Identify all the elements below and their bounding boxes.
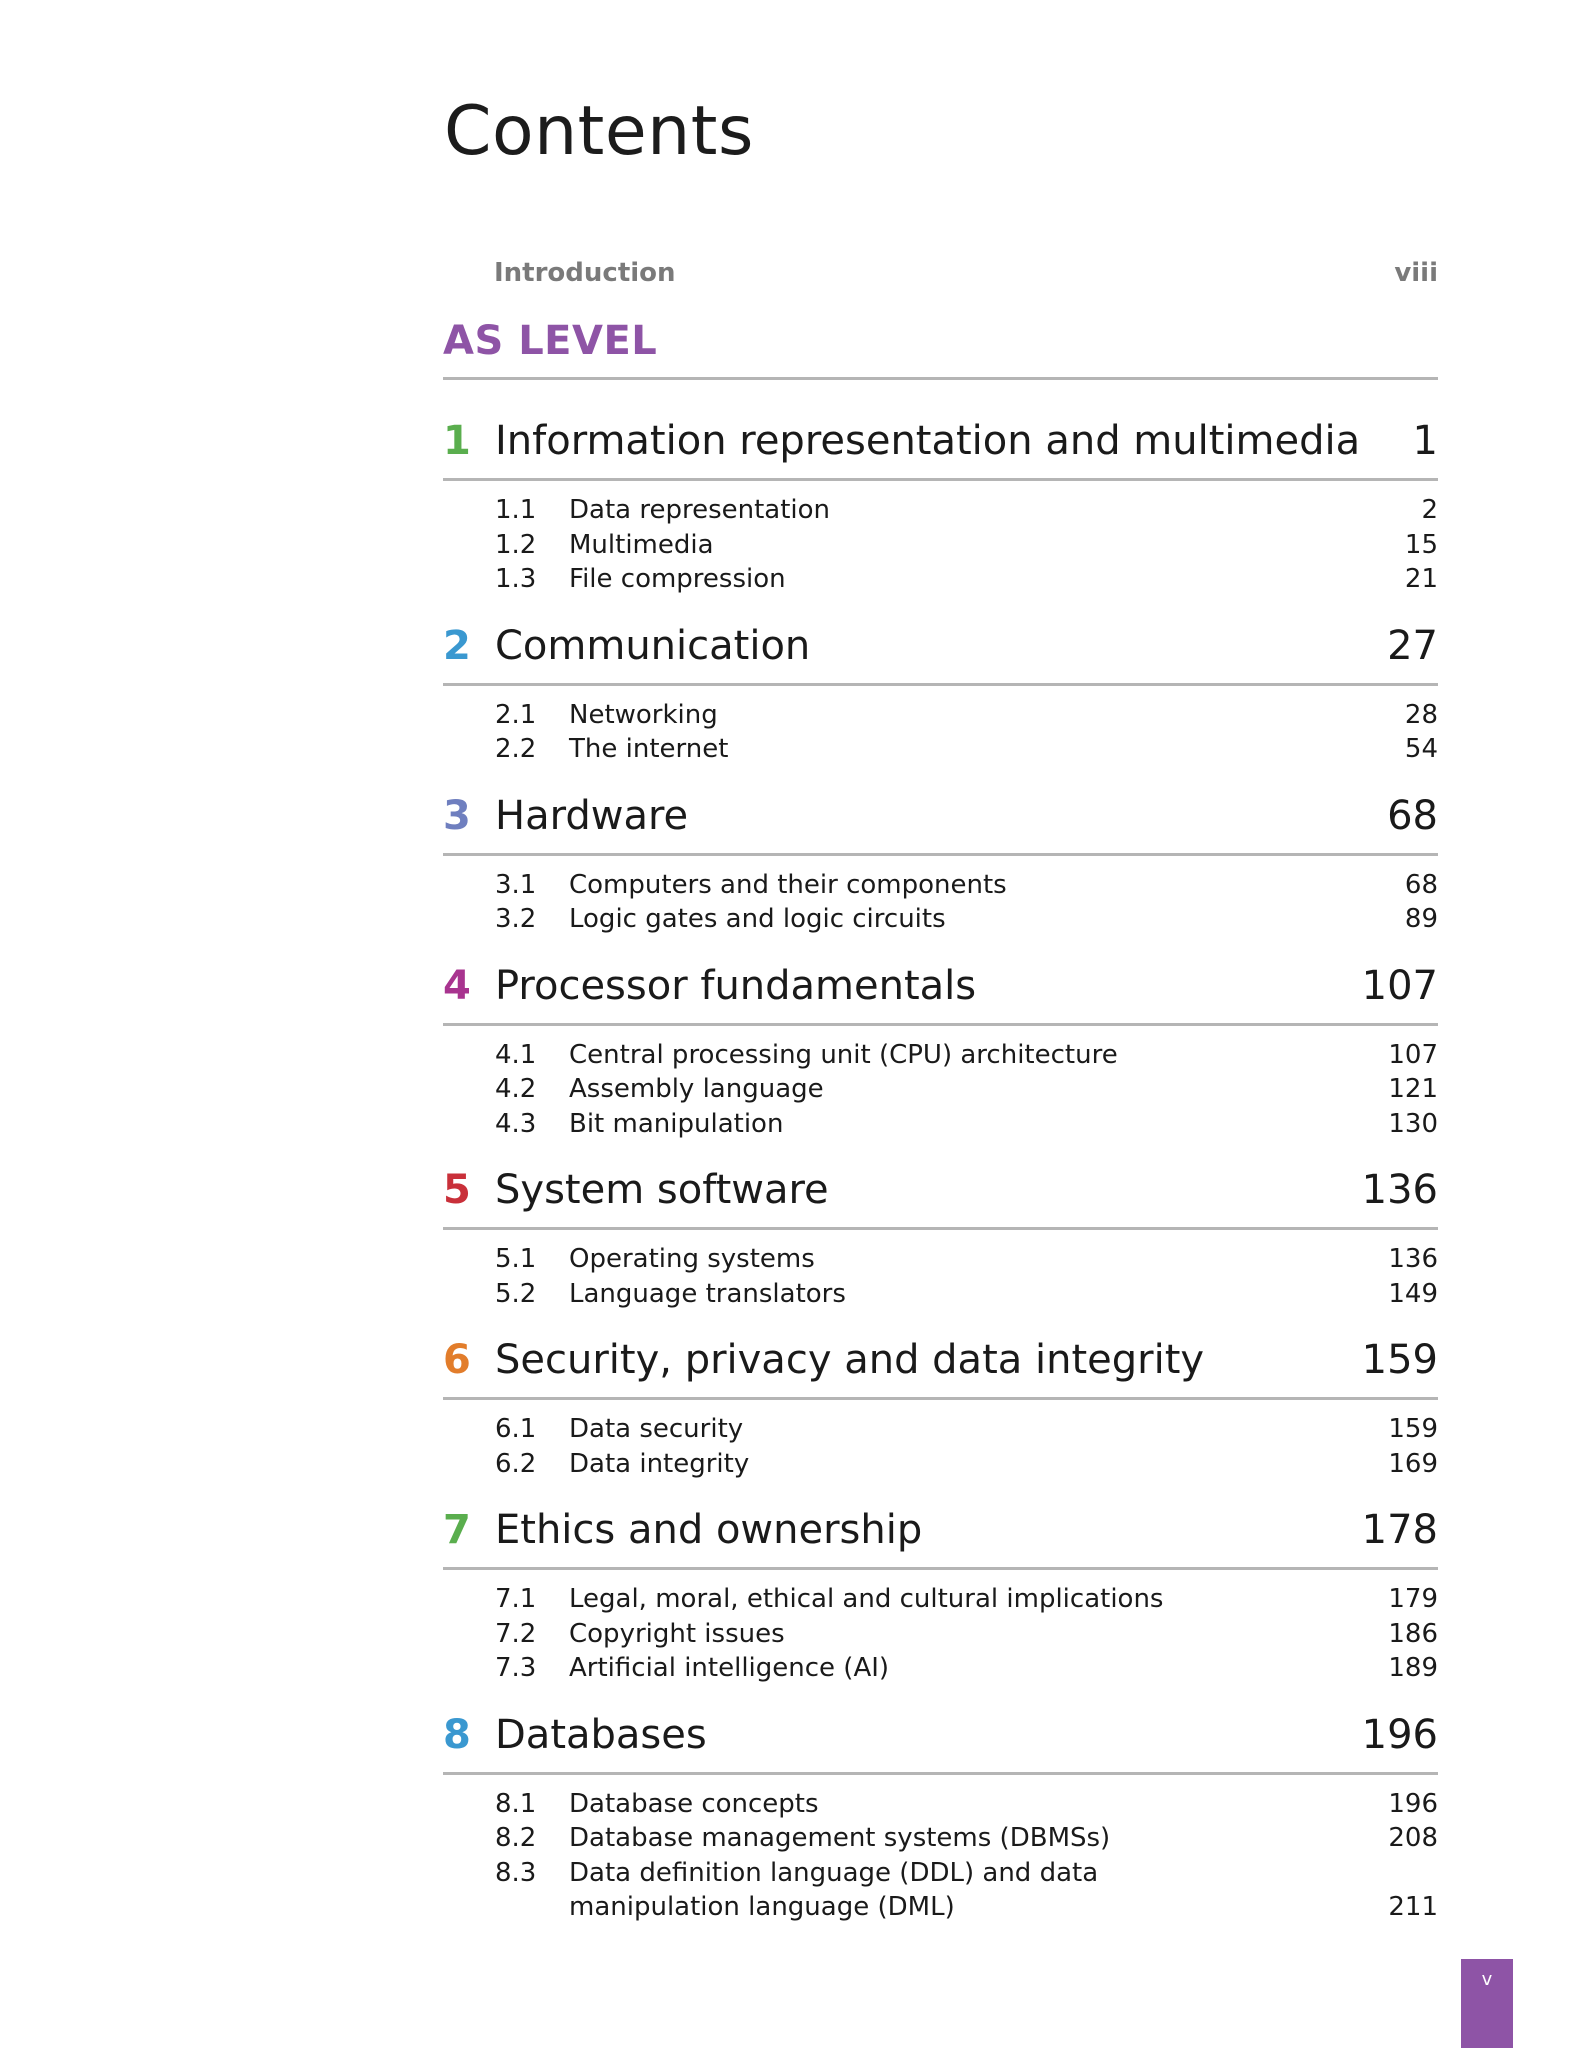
section-page: 196 <box>1388 1788 1438 1819</box>
chapter-page: 107 <box>1361 962 1438 1009</box>
section-list <box>443 1400 1438 1481</box>
chapter-title: Processor fundamentals <box>495 962 977 1009</box>
section-entry[interactable] <box>443 1821 1438 1856</box>
chapter-2 <box>443 623 1438 767</box>
chapter-7 <box>443 1507 1438 1686</box>
section-title: Networking <box>569 699 718 730</box>
section-number: 4.1 <box>495 1039 537 1070</box>
section-list <box>443 1775 1438 1925</box>
chapter-number: 3 <box>443 792 471 839</box>
section-title: Assembly language <box>569 1074 824 1104</box>
section-entry[interactable] <box>443 1107 1438 1142</box>
chapter-page: 178 <box>1361 1507 1438 1553</box>
section-number: 4.3 <box>495 1108 537 1139</box>
chapter-heading[interactable] <box>443 1507 1438 1570</box>
section-entry[interactable] <box>443 732 1438 767</box>
section-number: 7.1 <box>495 1584 537 1614</box>
introduction-page: viii <box>1394 258 1438 288</box>
section-entry[interactable] <box>443 1072 1438 1107</box>
chapter-list <box>443 418 1438 1951</box>
section-page: 21 <box>1404 564 1438 594</box>
section-number: 6.1 <box>495 1414 537 1444</box>
section-number: 3.2 <box>495 904 537 934</box>
section-number: 8.2 <box>495 1823 537 1853</box>
section-number: 4.2 <box>495 1074 537 1104</box>
introduction-label: Introduction <box>494 258 676 288</box>
section-title: Computers and their components <box>569 869 1007 900</box>
chapter-page: 159 <box>1361 1337 1438 1383</box>
section-title: Logic gates and logic circuits <box>569 904 946 934</box>
chapter-page: 1 <box>1412 418 1438 464</box>
section-number: 8.1 <box>495 1788 537 1819</box>
section-page: 189 <box>1388 1653 1438 1683</box>
level-divider <box>443 377 1438 380</box>
section-list <box>443 856 1438 937</box>
chapter-heading[interactable] <box>443 1167 1438 1230</box>
section-number: 5.1 <box>495 1244 537 1274</box>
page-title: Contents <box>444 92 754 171</box>
chapter-number: 6 <box>443 1337 471 1383</box>
section-entry[interactable] <box>443 1856 1438 1925</box>
section-entry[interactable] <box>443 1038 1438 1073</box>
chapter-title: Security, privacy and data integrity <box>495 1337 1205 1383</box>
section-title: The internet <box>569 734 729 764</box>
chapter-number: 8 <box>443 1711 471 1758</box>
chapter-title: Information representation and multimedia <box>495 418 1361 464</box>
section-entry[interactable] <box>443 698 1438 733</box>
section-title: Legal, moral, ethical and cultural implications <box>569 1584 1164 1614</box>
section-page: 149 <box>1388 1278 1438 1309</box>
section-page: 15 <box>1404 529 1438 560</box>
chapter-page: 196 <box>1361 1711 1438 1758</box>
chapter-heading[interactable] <box>443 793 1438 856</box>
page-number-tab <box>1461 1959 1513 2048</box>
chapter-heading[interactable] <box>443 1337 1438 1400</box>
section-page: 130 <box>1388 1108 1438 1139</box>
chapter-title: Hardware <box>495 792 689 839</box>
section-number: 7.3 <box>495 1653 537 1683</box>
section-entry[interactable] <box>443 868 1438 903</box>
chapter-title: Databases <box>495 1711 707 1758</box>
section-number: 8.3 <box>495 1857 537 1888</box>
section-list <box>443 1026 1438 1142</box>
section-page: 211 <box>1388 1892 1438 1922</box>
section-title: Data definition language (DDL) and data manipulation language (DML) <box>569 1857 1099 1922</box>
section-entry[interactable] <box>443 528 1438 563</box>
section-entry[interactable] <box>443 1412 1438 1447</box>
section-title: Multimedia <box>569 529 714 560</box>
section-number: 5.2 <box>495 1278 537 1309</box>
section-page: 186 <box>1388 1618 1438 1649</box>
chapter-number: 2 <box>443 622 471 669</box>
section-page: 159 <box>1388 1414 1438 1444</box>
section-entry[interactable] <box>443 1277 1438 1312</box>
section-list <box>443 1570 1438 1686</box>
as-level-heading: AS LEVEL <box>443 318 658 364</box>
chapter-page: 68 <box>1387 792 1438 839</box>
section-entry[interactable] <box>443 902 1438 937</box>
chapter-8 <box>443 1712 1438 1925</box>
chapter-6 <box>443 1337 1438 1481</box>
section-page: 68 <box>1404 869 1438 900</box>
section-title: Artificial intelligence (AI) <box>569 1653 890 1683</box>
introduction-entry[interactable] <box>494 258 1438 288</box>
chapter-title: Communication <box>495 622 811 669</box>
section-page: 208 <box>1388 1823 1438 1853</box>
section-title: Data representation <box>569 495 831 525</box>
section-title: Database concepts <box>569 1788 819 1819</box>
section-entry[interactable] <box>443 1617 1438 1652</box>
section-page: 136 <box>1388 1244 1438 1274</box>
section-page: 121 <box>1388 1074 1438 1104</box>
section-entry[interactable] <box>443 1447 1438 1482</box>
chapter-heading[interactable] <box>443 623 1438 686</box>
chapter-number: 7 <box>443 1507 471 1553</box>
chapter-title: Ethics and ownership <box>495 1507 923 1553</box>
section-list <box>443 686 1438 767</box>
section-number: 7.2 <box>495 1618 537 1649</box>
chapter-number: 4 <box>443 962 471 1009</box>
chapter-heading[interactable] <box>443 1712 1438 1775</box>
section-title: Bit manipulation <box>569 1108 784 1139</box>
chapter-4 <box>443 963 1438 1142</box>
section-number: 6.2 <box>495 1448 537 1479</box>
chapter-title: System software <box>495 1167 829 1213</box>
chapter-number: 5 <box>443 1167 471 1213</box>
section-number: 1.2 <box>495 529 537 560</box>
section-page: 107 <box>1388 1039 1438 1070</box>
section-entry[interactable] <box>443 1582 1438 1617</box>
section-number: 2.1 <box>495 699 537 730</box>
section-number: 3.1 <box>495 869 537 900</box>
chapter-5 <box>443 1167 1438 1311</box>
chapter-3 <box>443 793 1438 937</box>
section-number: 1.1 <box>495 495 537 525</box>
section-entry[interactable] <box>443 1242 1438 1277</box>
chapter-heading[interactable] <box>443 418 1438 481</box>
section-number: 2.2 <box>495 734 537 764</box>
section-page: 179 <box>1388 1584 1438 1614</box>
page-number: v <box>1481 1969 1493 1990</box>
section-title: Copyright issues <box>569 1618 785 1649</box>
section-page: 28 <box>1404 699 1438 730</box>
section-title: Data integrity <box>569 1448 750 1479</box>
section-list <box>443 1230 1438 1311</box>
section-title: File compression <box>569 564 786 594</box>
section-page: 54 <box>1404 734 1438 764</box>
chapter-page: 136 <box>1361 1167 1438 1213</box>
section-list <box>443 481 1438 597</box>
section-title: Data security <box>569 1414 744 1444</box>
chapter-heading[interactable] <box>443 963 1438 1026</box>
section-entry[interactable] <box>443 493 1438 528</box>
section-page: 2 <box>1421 495 1438 525</box>
chapter-1 <box>443 418 1438 597</box>
section-title: Operating systems <box>569 1244 815 1274</box>
section-entry[interactable] <box>443 562 1438 597</box>
section-entry[interactable] <box>443 1651 1438 1686</box>
section-entry[interactable] <box>443 1787 1438 1822</box>
chapter-page: 27 <box>1387 622 1438 669</box>
section-page: 169 <box>1388 1448 1438 1479</box>
section-number: 1.3 <box>495 564 537 594</box>
section-title: Central processing unit (CPU) architecture <box>569 1039 1118 1070</box>
chapter-number: 1 <box>443 418 471 464</box>
section-title: Database management systems (DBMSs) <box>569 1823 1111 1853</box>
section-page: 89 <box>1404 904 1438 934</box>
section-title: Language translators <box>569 1278 846 1309</box>
